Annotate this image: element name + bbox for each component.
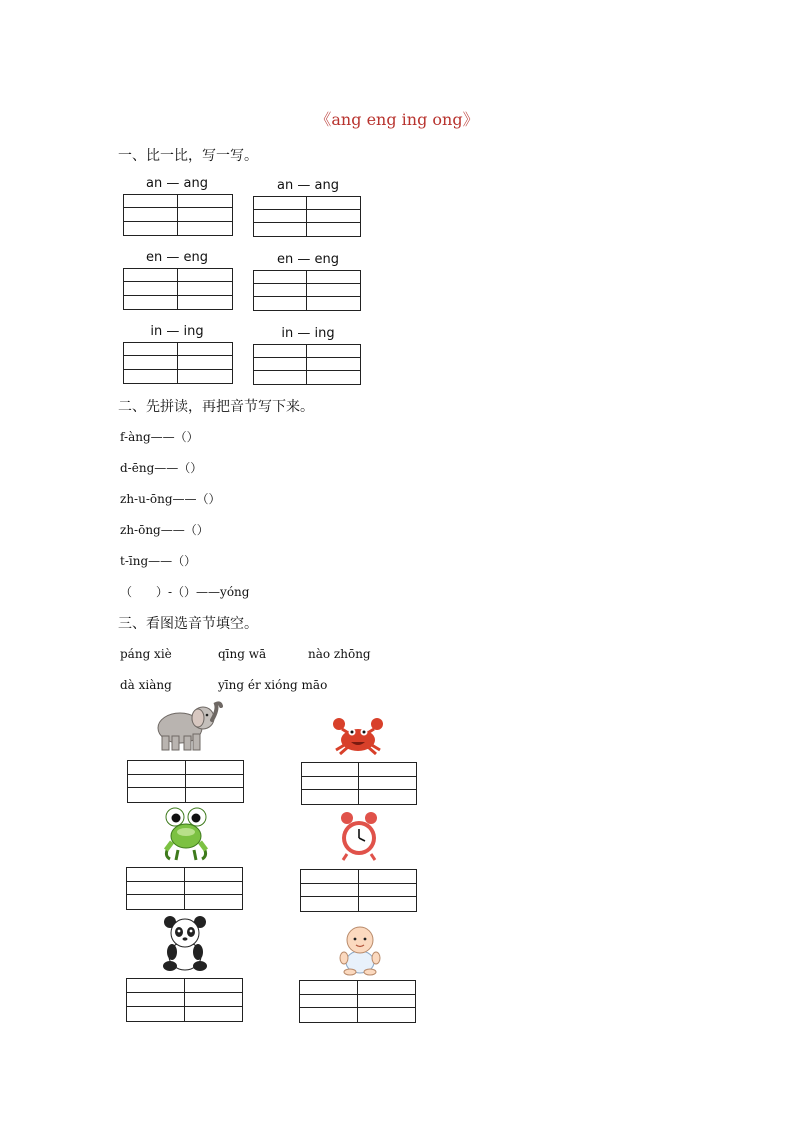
pair-label: an — ang: [146, 176, 208, 191]
alarm-clock-icon: [338, 810, 380, 862]
spelling-line: zh-u-ōng——（）: [120, 492, 221, 506]
pair-label: in — ing: [150, 324, 204, 339]
writing-grid[interactable]: [123, 342, 233, 384]
spelling-line: zh-ōng——（）: [120, 523, 209, 537]
spelling-line: （ ）-（）——yóng: [120, 585, 250, 599]
syllable-option: dà xiàng: [120, 678, 172, 692]
frog-icon: [162, 806, 210, 862]
section3-heading: 三、看图选音节填空。: [118, 616, 258, 632]
section2-heading: 二、先拼读，再把音节写下来。: [118, 399, 314, 415]
writing-grid[interactable]: [123, 268, 233, 310]
elephant-icon: [150, 700, 225, 754]
syllable-option: nào zhōng: [308, 647, 371, 661]
spelling-line: t-īng——（）: [120, 554, 197, 568]
pair-label: in — ing: [281, 326, 335, 341]
panda-icon: [160, 916, 210, 974]
writing-grid[interactable]: [301, 762, 417, 805]
page-title: 《ang eng ing ong》: [315, 110, 479, 129]
crab-icon: [332, 712, 384, 756]
writing-grid[interactable]: [127, 760, 244, 803]
spelling-line: d-ēng——（）: [120, 461, 203, 475]
writing-grid[interactable]: [123, 194, 233, 236]
section1-heading: 一、比一比，写一写。: [118, 148, 258, 164]
pair-label: en — eng: [146, 250, 208, 265]
writing-grid[interactable]: [300, 869, 417, 912]
baby-icon: [338, 924, 382, 976]
syllable-option: yīng ér xióng māo: [218, 678, 328, 692]
writing-grid[interactable]: [299, 980, 416, 1023]
writing-grid[interactable]: [126, 978, 243, 1022]
writing-grid[interactable]: [253, 344, 361, 385]
writing-grid[interactable]: [253, 270, 361, 311]
pair-label: an — ang: [277, 178, 339, 193]
writing-grid[interactable]: [126, 867, 243, 910]
pair-label: en — eng: [277, 252, 339, 267]
writing-grid[interactable]: [253, 196, 361, 237]
syllable-option: páng xiè: [120, 647, 172, 661]
syllable-option: qīng wā: [218, 647, 267, 661]
spelling-line: f-àng——（）: [120, 430, 199, 444]
